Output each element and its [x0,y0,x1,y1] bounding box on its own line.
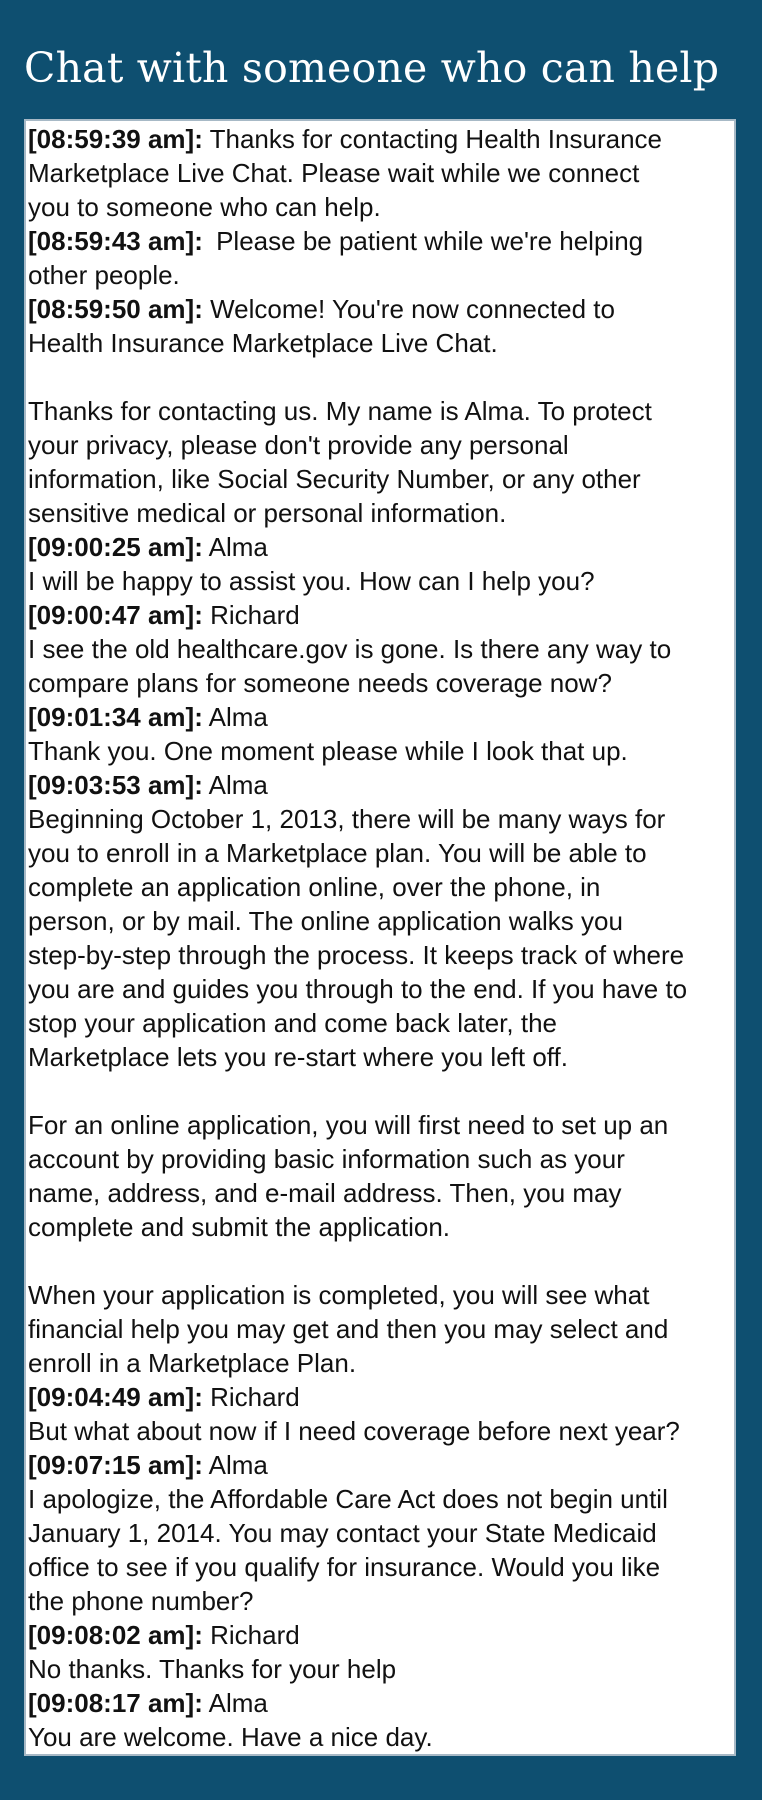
message-text-line: Health Insurance Marketplace Live Chat. [28,328,498,358]
message-timestamp: [08:59:50 am]: [28,294,203,324]
message-paragraph [28,1720,734,1754]
message-text-line: enroll in a Marketplace Plan. [28,1348,357,1378]
message-text-line: Thanks for contacting us. My name is Alma. To protect [28,396,652,426]
message-text-line: your privacy, please don't provide any personal [28,430,569,460]
message-text-line: step-by-step through the process. It keeps track of where [28,940,685,970]
message-timestamp: [09:04:49 am]: [28,1382,203,1412]
chat-message [28,700,734,768]
message-paragraph [28,156,734,224]
paragraph-gap [28,360,734,394]
chat-message [28,224,734,292]
message-timestamp: [09:01:34 am]: [28,702,203,732]
message-text-line: complete and submit the application. [28,1212,451,1242]
chat-message [28,122,734,224]
message-text-line: office to see if you qualify for insurance. Would you like [28,1552,661,1582]
message-text-line: Marketplace Live Chat. Please wait while we connect [28,158,640,188]
message-text-line: compare plans for someone needs coverage now? [28,668,612,698]
message-text-line: Marketplace lets you re-start where you left off. [28,1042,568,1072]
message-paragraph [28,1652,734,1686]
message-sender: Richard [210,600,300,630]
message-paragraph [28,564,734,598]
message-paragraph [28,1108,734,1244]
message-text-line: Please be patient while we're helping [216,226,644,256]
message-sender: Alma [208,1450,268,1480]
chat-message [28,530,734,598]
message-text-line: Beginning October 1, 2013, there will be many ways for [28,804,666,834]
message-text-line: No thanks. Thanks for your help [28,1654,397,1684]
message-text-line: Welcome! You're now connected to [210,294,615,324]
message-sender: Alma [208,532,268,562]
chat-message [28,1380,734,1448]
message-text-line: complete an application online, over the phone, in [28,872,601,902]
message-paragraph [28,802,734,1074]
message-sender: Alma [208,1688,268,1718]
message-text-line: But what about now if I need coverage before next year? [28,1416,680,1446]
message-timestamp: [09:00:25 am]: [28,532,203,562]
message-text-line: When your application is completed, you will see what [28,1280,650,1310]
message-text-line: January 1, 2014. You may contact your State Medicaid [28,1518,657,1548]
message-timestamp: [09:03:53 am]: [28,770,203,800]
message-timestamp: [09:07:15 am]: [28,1450,203,1480]
message-paragraph [28,394,734,530]
page-title: Chat with someone who can help [24,44,720,92]
message-text-line: For an online application, you will first need to set up an [28,1110,669,1140]
message-timestamp: [09:08:17 am]: [28,1688,203,1718]
message-text-line: other people. [28,260,180,290]
message-text-line: stop your application and come back later, the [28,1008,557,1038]
paragraph-gap [28,1244,734,1278]
chat-message [28,1686,734,1754]
chat-message [28,1618,734,1686]
message-timestamp: [08:59:43 am]: [28,226,203,256]
message-text-line: name, address, and e-mail address. Then, you may [28,1178,622,1208]
message-text-line: you are and guides you through to the end. If you have to [28,974,688,1004]
message-text-line: sensitive medical or personal information. [28,498,507,528]
message-timestamp: [08:59:39 am]: [28,124,203,154]
message-sender: Richard [210,1382,300,1412]
message-text-line: You are welcome. Have a nice day. [28,1722,433,1752]
message-text-line: I will be happy to assist you. How can I help you? [28,566,595,596]
message-sender: Richard [210,1620,300,1650]
message-text-line: you to enroll in a Marketplace plan. You will be able to [28,838,647,868]
chat-message [28,292,734,530]
message-timestamp: [09:00:47 am]: [28,600,203,630]
message-text-line: financial help you may get and then you may select and [28,1314,669,1344]
message-text-line: person, or by mail. The online application walks you [28,906,623,936]
message-paragraph [28,258,734,292]
paragraph-gap [28,1074,734,1108]
chat-transcript[interactable] [24,119,736,1756]
message-paragraph [28,1482,734,1618]
message-paragraph [28,1278,734,1380]
message-paragraph [28,734,734,768]
message-text-line: you to someone who can help. [28,192,381,222]
message-text-line: the phone number? [28,1586,254,1616]
message-text-line: I apologize, the Affordable Care Act does not begin until [28,1484,668,1514]
message-paragraph [28,1414,734,1448]
chat-message [28,1448,734,1618]
message-paragraph [28,632,734,700]
message-text-line: information, like Social Security Number, or any other [28,464,641,494]
message-sender: Alma [208,702,268,732]
message-timestamp: [09:08:02 am]: [28,1620,203,1650]
message-text-line: account by providing basic information such as your [28,1144,625,1174]
message-paragraph [28,326,734,360]
message-text-line: Thank you. One moment please while I look that up. [28,736,628,766]
message-text-line: I see the old healthcare.gov is gone. Is there any way to [28,634,672,664]
message-sender: Alma [208,770,268,800]
chat-message [28,768,734,1380]
chat-message [28,598,734,700]
message-text-line: Thanks for contacting Health Insurance [209,124,662,154]
